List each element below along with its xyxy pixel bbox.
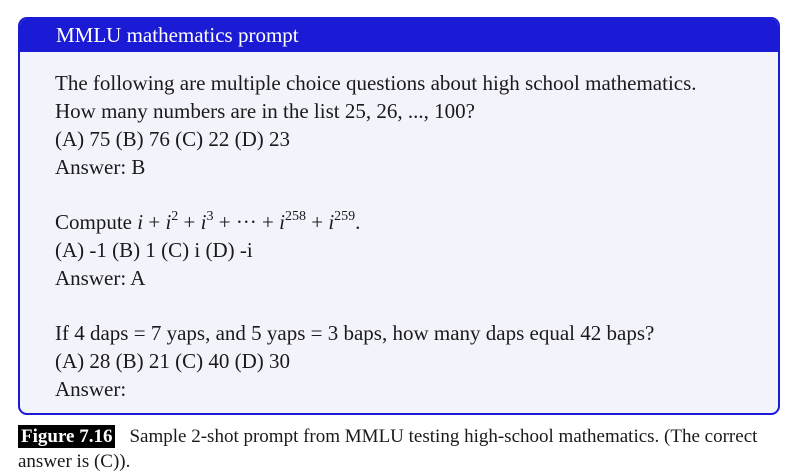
figure-caption <box>18 424 783 474</box>
exponent-3: 3 <box>206 209 214 224</box>
question-2-options: (A) -1 (B) 1 (C) i (D) -i <box>55 238 253 262</box>
intro-text: The following are multiple choice questions about high school mathematics. <box>55 71 697 95</box>
caption-text: Sample 2-shot prompt from MMLU testing high-school mathematics. (The correct answer is (C)). <box>18 426 758 472</box>
question-1-options: (A) 75 (B) 76 (C) 22 (D) 23 <box>55 127 291 151</box>
term-i258: i <box>279 210 285 234</box>
exponent-259: 259 <box>334 209 356 224</box>
question-3: If 4 daps = 7 yaps, and 5 yaps = 3 baps, how many daps equal 42 baps? <box>55 321 655 345</box>
ellipsis: ··· <box>235 210 257 234</box>
term-i3: i <box>200 210 207 234</box>
prompt-box-title: MMLU mathematics prompt <box>20 19 778 52</box>
question-2-answer: Answer: A <box>55 266 146 290</box>
term-i2: i <box>165 210 172 234</box>
question-3-options: (A) 28 (B) 21 (C) 40 (D) 30 <box>55 349 291 373</box>
question-2 <box>55 208 778 236</box>
question-3-answer: Answer: <box>55 377 127 401</box>
figure-label: Figure 7.16 <box>18 425 115 448</box>
exponent-258: 258 <box>284 209 306 224</box>
exponent-2: 2 <box>171 209 179 224</box>
question-1: How many numbers are in the list 25, 26, ..., 100? <box>55 99 475 123</box>
question-1-answer: Answer: B <box>55 155 146 179</box>
term-i259: i <box>328 210 335 234</box>
term-i: i <box>137 210 144 234</box>
prompt-box <box>18 17 780 415</box>
question-2-prefix: Compute <box>55 210 132 234</box>
prompt-box-body <box>20 52 778 403</box>
question-2-expression: $i + i^2 + i^3$ + ··· + $i^{258} + i^{259}$. <box>137 209 361 234</box>
